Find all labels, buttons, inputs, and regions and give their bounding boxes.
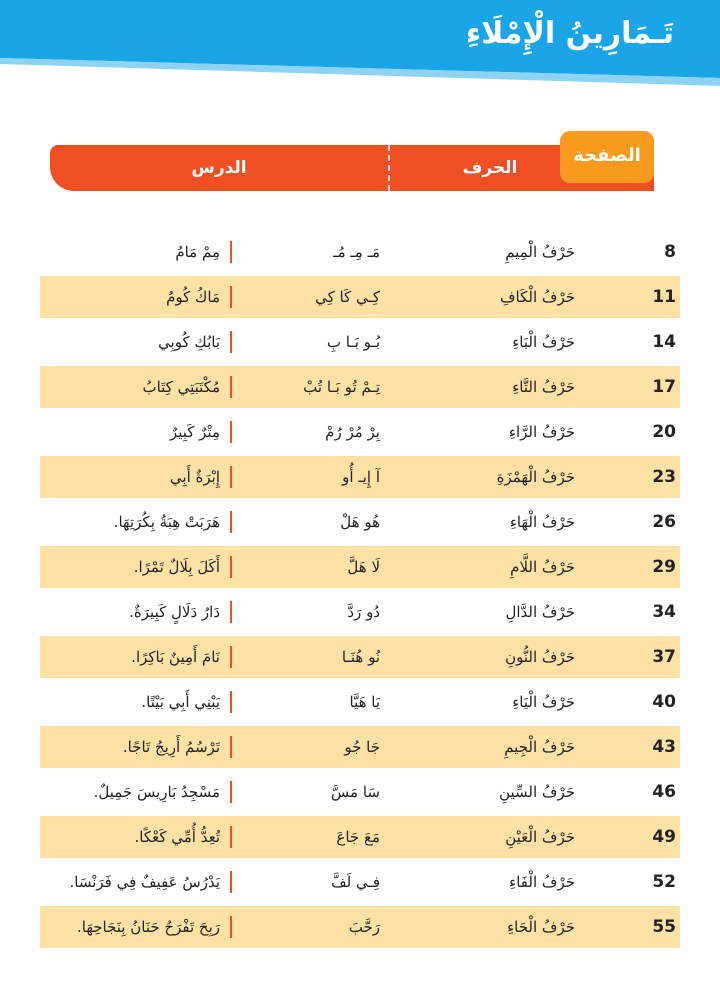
lesson-words: مَاكُ كُومُ — [166, 288, 220, 306]
row-separator — [230, 331, 232, 353]
page-number: 46 — [652, 782, 676, 802]
table-row — [40, 276, 680, 318]
syllables: رَحَّبَ — [348, 918, 380, 936]
table-row — [40, 816, 680, 858]
letter-name: حَرْفُ الْهَاءِ — [509, 513, 575, 531]
letter-name: حَرْفُ الْكَافِ — [499, 288, 575, 306]
lesson-words: أَكَلَ بِلَالٌ تَمْرًا. — [133, 558, 220, 576]
page-number: 29 — [652, 557, 676, 577]
syllables: دُو رَدَّ — [347, 603, 380, 621]
row-separator — [230, 781, 232, 803]
lesson-words: نَامَ أَمِينٌ بَاكِرًا. — [131, 648, 220, 666]
syllables: بُـو بَـا بِ — [326, 333, 380, 351]
letter-name: حَرْفُ الْعَيْنِ — [505, 828, 575, 846]
page-number: 55 — [652, 917, 676, 937]
lesson-words: يَدْرُسُ عَفِيفٌ فِي فَرَنْسَا. — [69, 873, 220, 891]
syllables: كِـي كَا كِي — [315, 288, 380, 306]
letter-name: حَرْفُ اللَّامِ — [510, 558, 575, 576]
syllables: آ إِيـ أُو — [342, 468, 380, 486]
page-number: 43 — [652, 737, 676, 757]
table-row — [40, 906, 680, 948]
lesson-words: إِبْرَةٌ أَبِي — [169, 468, 220, 486]
page-number: 8 — [664, 242, 676, 262]
letter-name: حَرْفُ الرَّاءِ — [508, 423, 575, 441]
page-number: 17 — [652, 377, 676, 397]
letter-name: حَرْفُ الْحَاءِ — [507, 918, 575, 936]
lesson-words: دَارُ دَلَالٍ كَبِيرَةٌ. — [129, 603, 220, 621]
table-row — [40, 681, 680, 723]
lesson-words: مُكْتَبَتِي كِتَابُ — [142, 378, 220, 396]
letter-name: حَرْفُ الْمِيمِ — [505, 243, 575, 261]
page-number: 26 — [652, 512, 676, 532]
page-number: 11 — [652, 287, 676, 307]
lesson-words: هَرَبَتْ هِبَةُ بِكُرَتِهَا. — [113, 513, 220, 531]
letter-name: حَرْفُ السِّينِ — [499, 783, 575, 801]
table-row — [40, 591, 680, 633]
syllables: مَـ مِـ مُـ — [333, 243, 380, 261]
lesson-column-header: الدرس — [191, 158, 247, 178]
page-number: 23 — [652, 467, 676, 487]
letter-name: حَرْفُ النُّونِ — [505, 648, 575, 666]
syllables: يَا هَيَّا — [349, 693, 380, 711]
syllables: مَعَ جَاعَ — [336, 828, 380, 846]
title-banner — [0, 0, 720, 110]
syllables: بِرْ مُرْ رُمْ — [325, 423, 380, 441]
row-separator — [230, 691, 232, 713]
lesson-words: مَسْجِدُ بَارِيسَ جَمِيلٌ. — [93, 783, 220, 801]
lesson-words: مِتْرٌ كَبِيرٌ — [169, 423, 220, 441]
row-separator — [230, 421, 232, 443]
lesson-words: رَبِحَ تَفْرَحُ حَنَانُ بِنَجَاحِهَا. — [77, 918, 220, 936]
page-number: 14 — [652, 332, 676, 352]
table-row — [40, 231, 680, 273]
row-separator — [230, 511, 232, 533]
lesson-words: تُعِدُّ أُمِّي كَعْكًا. — [134, 828, 220, 846]
letter-name: حَرْفُ التَّاءِ — [512, 378, 575, 396]
table-row — [40, 321, 680, 363]
lesson-words: تَرْسُمُ أَرِيجُ تَاجًا. — [122, 738, 220, 756]
row-separator — [230, 871, 232, 893]
row-separator — [230, 286, 232, 308]
row-separator — [230, 826, 232, 848]
page-number: 34 — [652, 602, 676, 622]
syllables: فِـي لَفَّ — [331, 873, 380, 891]
lesson-words: يَبْنِي أَبِي بَيْتًا. — [141, 693, 220, 711]
page-title: تَـمَارِينُ الْإِمْلَاءِ — [465, 16, 674, 51]
letter-column-header: الحرف — [462, 158, 518, 178]
letter-name: حَرْفُ الدَّالِ — [505, 603, 575, 621]
table-row — [40, 546, 680, 588]
lesson-table — [40, 231, 680, 951]
row-separator — [230, 556, 232, 578]
syllables: هُو هَلْ — [340, 513, 380, 531]
row-separator — [230, 601, 232, 623]
page-number: 52 — [652, 872, 676, 892]
table-row — [40, 861, 680, 903]
lesson-words: بَابُكِ كُوبِي — [158, 333, 220, 351]
syllables: سَا مَسَّ — [330, 783, 380, 801]
page-number: 49 — [652, 827, 676, 847]
row-separator — [230, 466, 232, 488]
letter-name: حَرْفُ الْفَاءِ — [509, 873, 575, 891]
row-separator — [230, 376, 232, 398]
row-separator — [230, 736, 232, 758]
row-separator — [230, 916, 232, 938]
syllables: جَا جُو — [344, 738, 380, 756]
lesson-words: مِمْ مَامُ — [175, 243, 220, 261]
syllables: لَا هَلَّ — [347, 558, 380, 576]
table-row — [40, 636, 680, 678]
syllables: تِـمْ تُو بَـا تُبْ — [303, 378, 380, 396]
table-row — [40, 411, 680, 453]
table-row — [40, 366, 680, 408]
letter-name: حَرْفُ الْجِيمِ — [504, 738, 575, 756]
row-separator — [230, 646, 232, 668]
table-row — [40, 771, 680, 813]
page-column-header: الصفحة — [560, 131, 654, 183]
page-number: 40 — [652, 692, 676, 712]
letter-name: حَرْفُ الْبَاءِ — [512, 333, 575, 351]
page-number: 37 — [652, 647, 676, 667]
table-row — [40, 501, 680, 543]
syllables: نُو هُنَـا — [341, 648, 380, 666]
letter-name: حَرْفُ الْيَاءِ — [512, 693, 575, 711]
page-number: 20 — [652, 422, 676, 442]
row-separator — [230, 241, 232, 263]
letter-name: حَرْفُ الْهَمْزَةِ — [496, 468, 575, 486]
table-row — [40, 456, 680, 498]
table-row — [40, 726, 680, 768]
